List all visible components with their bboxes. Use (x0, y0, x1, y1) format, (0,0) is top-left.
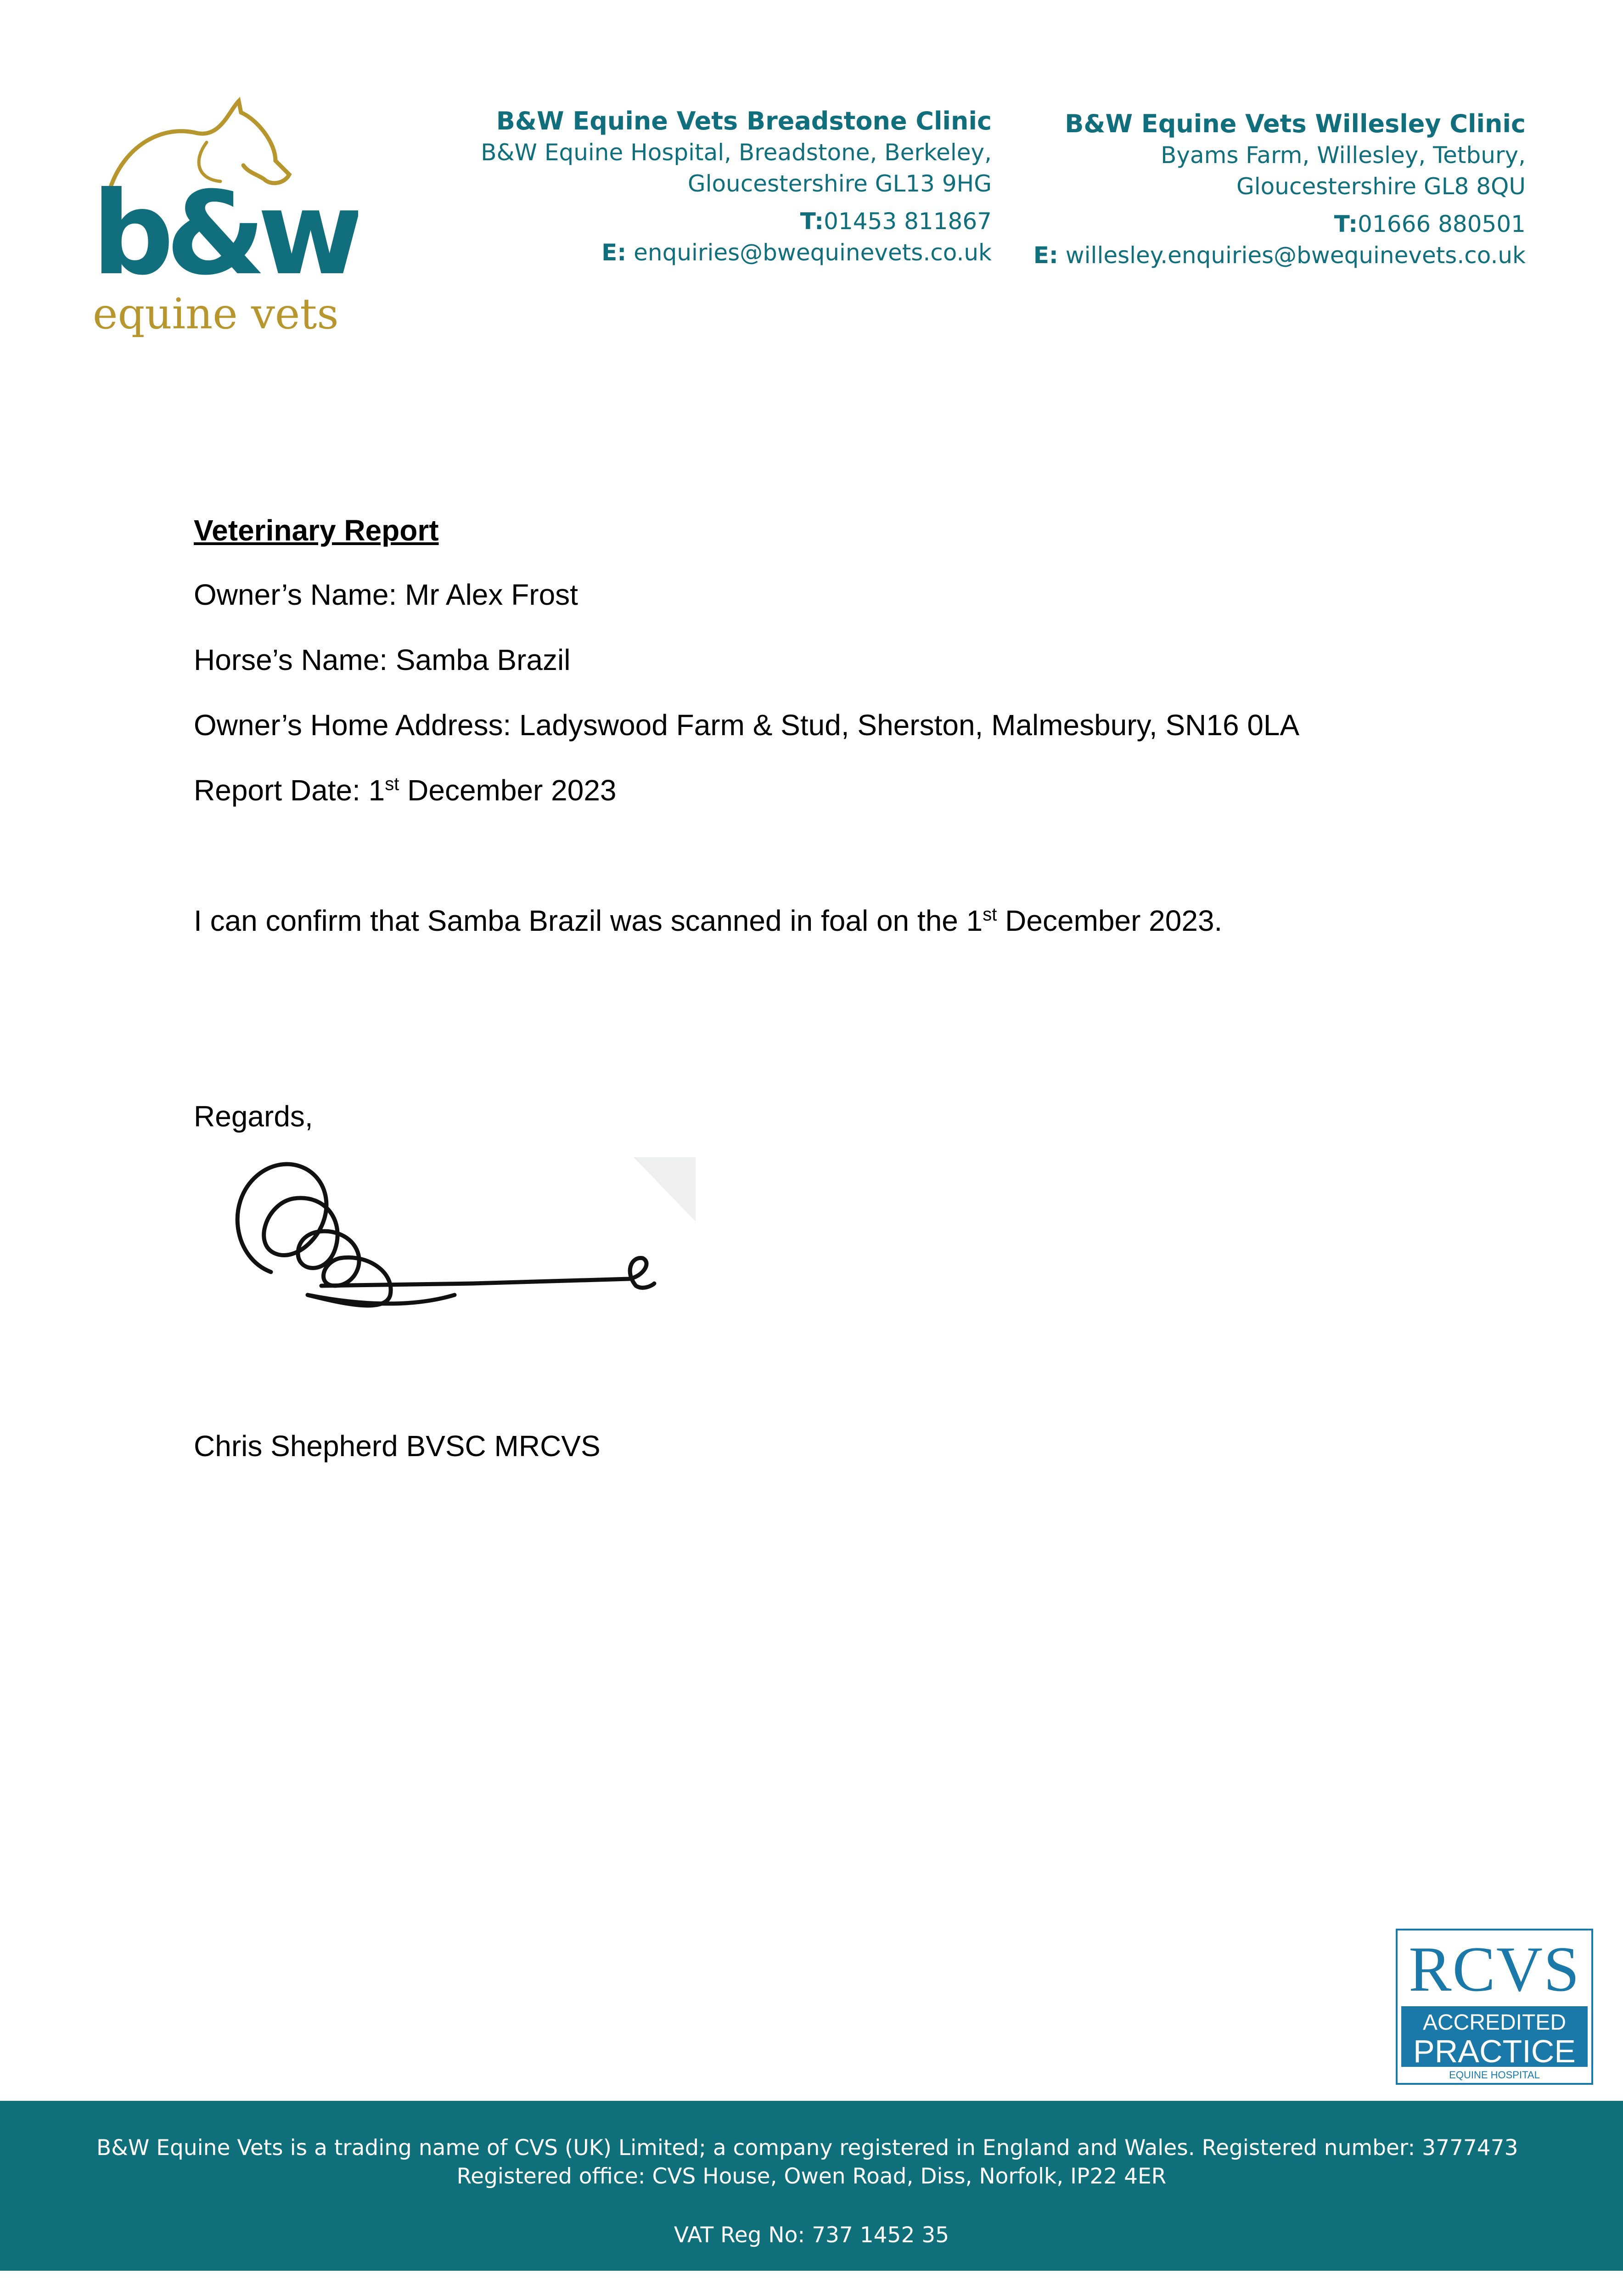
report-date-ordinal: st (385, 774, 399, 794)
breadstone-email[interactable] (481, 237, 992, 268)
signatory-line: Chris Shepherd BVSC MRCVS (194, 1429, 601, 1463)
willesley-clinic-name: B&W Equine Vets Willesley Clinic (1065, 109, 1526, 138)
rcvs-badge-line1: ACCREDITED (1422, 2010, 1567, 2035)
rcvs-badge-line2: PRACTICE (1413, 2033, 1576, 2069)
willesley-address-line2: Gloucestershire GL8 8QU (1236, 173, 1526, 200)
logo-main-text: b&w (92, 167, 355, 300)
willesley-email[interactable] (1033, 240, 1526, 271)
owner-address-line: Owner’s Home Address: Ladyswood Farm & Stud, Sherston, Malmesbury, SN16 0LA (194, 709, 1300, 742)
willesley-email-label: E: (1033, 242, 1058, 269)
rcvs-accredited-badge (1396, 1929, 1593, 2085)
confirmation-prefix: I can confirm that Samba Brazil was scanned in foal on the 1 (194, 904, 983, 937)
handwritten-signature (216, 1148, 698, 1345)
footer-bar (0, 2101, 1623, 2271)
bw-equine-vets-logo (83, 92, 358, 340)
breadstone-clinic-name: B&W Equine Vets Breadstone Clinic (496, 107, 992, 135)
confirmation-line (194, 904, 1222, 938)
rcvs-badge-title: RCVS (1409, 1934, 1580, 2005)
breadstone-address-line2: Gloucestershire GL13 9HG (687, 170, 992, 197)
horse-name-line: Horse’s Name: Samba Brazil (194, 643, 571, 676)
breadstone-email-label: E: (601, 239, 627, 266)
regards-line: Regards, (194, 1100, 313, 1133)
rcvs-badge-band (1401, 2006, 1588, 2067)
footer-company-line: B&W Equine Vets is a trading name of CVS (UK) Limited; a company registered in England and Wales. Registered number: 3777473 (96, 2135, 1518, 2161)
breadstone-phone-label: T: (800, 208, 824, 235)
willesley-address-line1: Byams Farm, Willesley, Tetbury, (1161, 142, 1526, 169)
rcvs-badge-line3: EQUINE HOSPITAL (1449, 2069, 1540, 2081)
willesley-email-address[interactable]: willesley.enquiries@bwequinevets.co.uk (1065, 242, 1526, 269)
breadstone-phone (481, 206, 992, 237)
breadstone-email-address[interactable]: enquiries@bwequinevets.co.uk (634, 239, 992, 266)
willesley-phone-number: 01666 880501 (1358, 211, 1526, 237)
owner-name-line: Owner’s Name: Mr Alex Frost (194, 578, 578, 611)
confirmation-suffix: December 2023. (997, 904, 1223, 937)
breadstone-phone-number: 01453 811867 (824, 208, 992, 235)
confirmation-ordinal: st (983, 904, 997, 925)
breadstone-clinic-block (481, 106, 992, 268)
logo-subtitle-text: equine vets (93, 289, 339, 338)
report-date-line (194, 773, 617, 807)
willesley-phone-label: T: (1334, 211, 1358, 237)
footer-vat-line: VAT Reg No: 737 1452 35 (674, 2223, 949, 2248)
report-title: Veterinary Report (194, 514, 439, 547)
report-date-prefix: Report Date: 1 (194, 774, 385, 807)
footer-registered-office-line: Registered office: CVS House, Owen Road, Diss, Norfolk, IP22 4ER (456, 2164, 1167, 2189)
willesley-clinic-block (1033, 108, 1526, 271)
breadstone-address-line1: B&W Equine Hospital, Breadstone, Berkeley, (481, 139, 992, 166)
report-date-suffix: December 2023 (399, 774, 617, 807)
willesley-phone (1033, 208, 1526, 240)
